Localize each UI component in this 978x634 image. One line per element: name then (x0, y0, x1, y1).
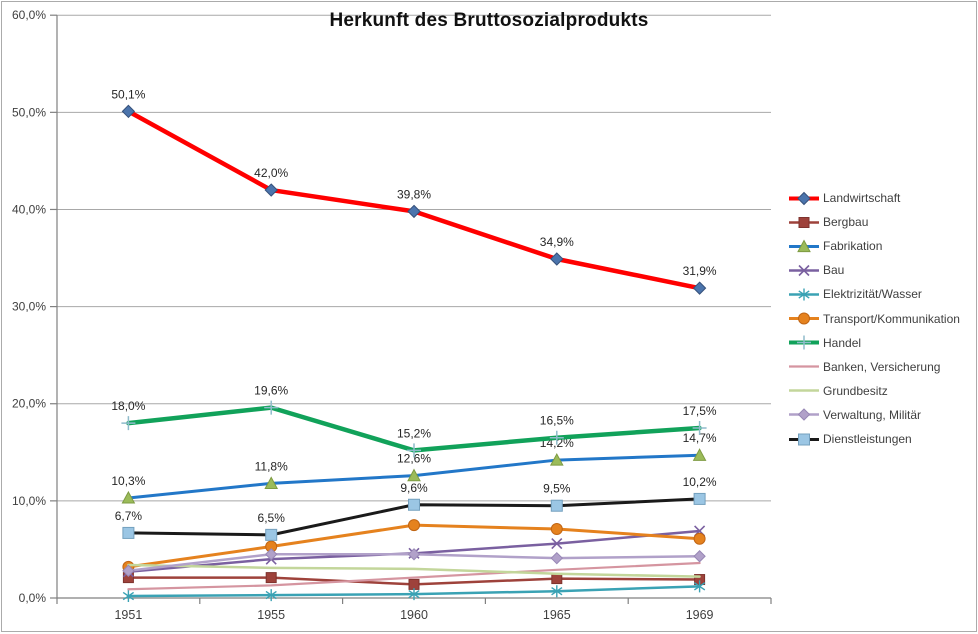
legend-swatch (788, 310, 822, 327)
legend-item (788, 310, 960, 327)
y-axis-tick-label: 50,0% (11, 105, 46, 120)
legend-swatch (788, 406, 822, 423)
marker-circle (799, 313, 810, 324)
marker-square (123, 527, 134, 538)
marker-plus (121, 416, 135, 430)
marker-diamond (408, 205, 420, 217)
data-label: 16,5% (539, 413, 574, 428)
marker-circle (409, 520, 420, 531)
marker-diamond (551, 553, 562, 564)
y-axis-tick-label: 0,0% (18, 591, 46, 605)
legend-item (788, 358, 940, 375)
chart-title: Herkunft des Bruttosozialprodukts (329, 10, 649, 31)
y-axis-tick-label: 10,0% (11, 493, 46, 508)
marker-plus (797, 336, 811, 350)
legend-swatch (788, 286, 822, 303)
legend-label: Dienstleistungen (823, 432, 912, 446)
data-label: 6,7% (114, 508, 143, 523)
marker-square (799, 217, 809, 227)
data-label: 17,5% (682, 404, 717, 419)
legend-label: Bau (823, 263, 845, 278)
legend-item (788, 406, 921, 423)
legend-item (788, 238, 882, 255)
data-label: 15,2% (396, 426, 432, 441)
data-label: 14,2% (539, 436, 574, 451)
legend-item (788, 262, 844, 279)
marker-diamond (694, 282, 706, 294)
legend-swatch (788, 431, 822, 448)
legend-swatch (788, 334, 822, 351)
y-axis-tick-label: 30,0% (11, 299, 46, 314)
data-label: 50,1% (111, 87, 146, 102)
data-label: 10,2% (682, 474, 717, 489)
marker-square (266, 529, 277, 540)
marker-plus (264, 401, 278, 415)
marker-square (551, 500, 562, 511)
legend-label: Landwirtschaft (823, 191, 901, 205)
legend-swatch (788, 358, 822, 375)
marker-square (409, 499, 420, 510)
marker-diamond (551, 253, 563, 265)
marker-circle (694, 533, 705, 544)
data-label: 18,0% (111, 399, 146, 414)
legend-label: Grundbesitz (823, 383, 888, 398)
marker-square (694, 493, 705, 504)
legend-item (788, 334, 861, 351)
legend-swatch (788, 190, 822, 207)
x-axis-tick-label: 1965 (542, 608, 571, 622)
legend-label: Transport/Kommunikation (823, 311, 960, 326)
legend-label: Handel (823, 335, 862, 350)
legend-item (788, 286, 922, 303)
y-axis-tick-label: 40,0% (11, 202, 46, 217)
x-axis-tick-label: 1951 (114, 608, 143, 622)
marker-square (409, 579, 419, 589)
legend-label: Bergbau (823, 215, 869, 230)
marker-diamond (694, 551, 705, 562)
x-axis-tick-label: 1960 (400, 608, 428, 622)
marker-diamond (799, 409, 810, 420)
legend-swatch (788, 382, 822, 399)
chart-frame (1, 1, 977, 632)
y-axis-tick-label: 60,0% (11, 8, 46, 23)
data-label: 6,5% (257, 510, 285, 525)
data-label: 14,7% (682, 431, 717, 446)
data-label: 19,6% (254, 383, 289, 398)
data-label: 34,9% (539, 235, 574, 250)
legend-label: Banken, Versicherung (823, 359, 941, 374)
data-label: 39,8% (396, 187, 432, 202)
marker-square (799, 434, 810, 445)
data-label: 10,3% (111, 473, 146, 488)
legend-item (788, 431, 912, 448)
data-label: 12,6% (396, 451, 432, 466)
data-label: 11,8% (254, 459, 288, 474)
marker-circle (551, 524, 562, 535)
x-axis-tick-label: 1969 (685, 608, 714, 622)
legend-item (788, 382, 888, 399)
legend-item (788, 214, 868, 231)
data-label: 9,6% (400, 480, 428, 495)
marker-diamond (798, 192, 810, 204)
legend-label: Fabrikation (823, 239, 883, 254)
legend-swatch (788, 238, 822, 255)
x-axis-tick-label: 1955 (257, 608, 286, 622)
marker-square (266, 573, 276, 583)
legend-label: Verwaltung, Militär (823, 407, 922, 422)
y-axis-tick-label: 20,0% (11, 396, 46, 411)
data-label: 31,9% (682, 264, 717, 279)
data-label: 9,5% (543, 481, 571, 496)
legend-item (788, 190, 900, 207)
marker-square (552, 574, 562, 584)
legend-swatch (788, 214, 822, 231)
legend-label: Elektrizität/Wasser (823, 287, 922, 302)
legend-swatch (788, 262, 822, 279)
data-label: 42,0% (254, 166, 289, 181)
